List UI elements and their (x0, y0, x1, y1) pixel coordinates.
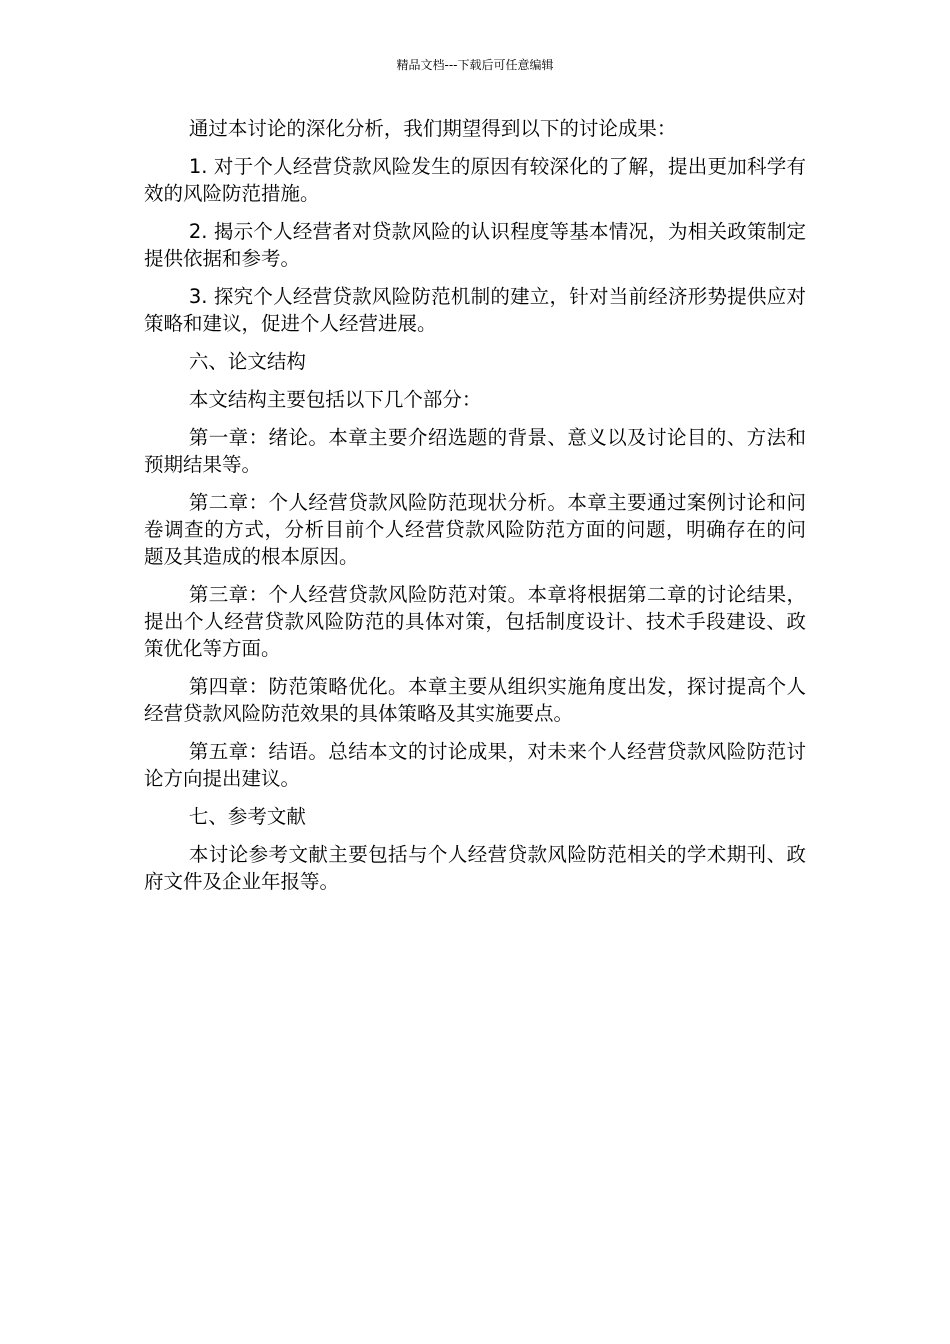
paragraph-chapter-2: 第二章：个人经营贷款风险防范现状分析。本章主要通过案例讨论和问卷调查的方式，分析目前个人经营贷款风险防范方面的问题，明确存在的问题及其造成的根本原因。 (144, 491, 806, 568)
paragraph-chapter-3: 第三章：个人经营贷款风险防范对策。本章将根据第二章的讨论结果，提出个人经营贷款风险防范的具体对策，包括制度设计、技术手段建设、政策优化等方面。 (144, 583, 806, 660)
paragraph-references: 本讨论参考文献主要包括与个人经营贷款风险防范相关的学术期刊、政府文件及企业年报等。 (144, 843, 806, 893)
paragraph-outcome-3: 3. 探究个人经营贷款风险防范机制的建立，针对当前经济形势提供应对策略和建议，促进个人经营进展。 (144, 285, 806, 335)
section-heading-structure: 六、论文结构 (188, 350, 306, 373)
paragraph-outcome-2: 2. 揭示个人经营者对贷款风险的认识程度等基本情况，为相关政策制定提供依据和参考。 (144, 220, 806, 270)
section-heading-references: 七、参考文献 (188, 805, 306, 828)
paragraph-chapter-4: 第四章：防范策略优化。本章主要从组织实施角度出发，探讨提高个人经营贷款风险防范效果的具体策略及其实施要点。 (144, 675, 806, 725)
paragraph-intro: 通过本讨论的深化分析，我们期望得到以下的讨论成果： (188, 117, 677, 140)
paragraph-chapter-5: 第五章：结语。总结本文的讨论成果，对未来个人经营贷款风险防范讨论方向提出建议。 (144, 740, 806, 790)
document-body (144, 115, 806, 906)
paragraph-chapter-1: 第一章：绪论。本章主要介绍选题的背景、意义以及讨论目的、方法和预期结果等。 (144, 426, 806, 476)
paragraph-structure-intro: 本文结构主要包括以下几个部分： (188, 388, 482, 411)
paragraph-outcome-1: 1. 对于个人经营贷款风险发生的原因有较深化的了解，提出更加科学有效的风险防范措施。 (144, 155, 806, 205)
page-header: 精品文档---下载后可任意编辑 (396, 58, 554, 72)
